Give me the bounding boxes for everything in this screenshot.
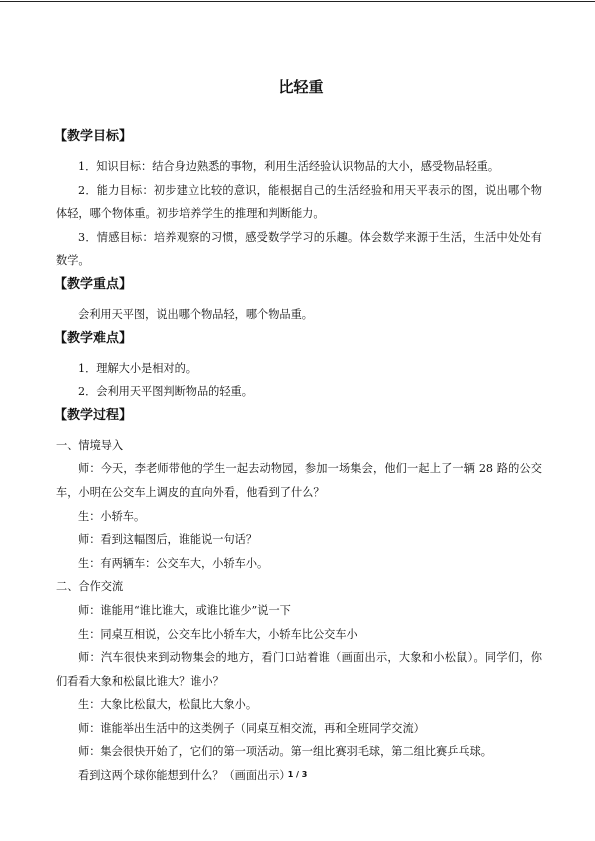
- page-number: 1 / 3: [287, 770, 308, 779]
- key-point-text: 会利用天平图，说出哪个物品轻，哪个物品重。: [78, 307, 313, 321]
- process-paragraph: 生：大象比松鼠大，松鼠比大象小。: [78, 698, 258, 712]
- process-part-2-title: 二、合作交流: [56, 580, 124, 594]
- heading-process: 【教学过程】: [54, 407, 133, 423]
- process-part-1-title: 一、情境导入: [56, 438, 124, 452]
- process-paragraph: 师：谁能用“谁比谁大，或谁比谁少”说一下: [78, 603, 291, 617]
- top-border-line: [0, 1, 595, 2]
- process-paragraph: 师：看到这幅图后，谁能说一句话？: [78, 533, 258, 547]
- process-paragraph: 生：有两辆车：公交车大，小轿车小。: [78, 556, 269, 570]
- heading-key-points: 【教学重点】: [54, 276, 133, 292]
- process-paragraph: 师：今天，李老师带他的学生一起去动物园，参加一场集会，他们一起上了一辆 28 路的公交车，小明在公交车上调皮的直向外看，他看到了什么？: [56, 462, 542, 499]
- heading-difficulties: 【教学难点】: [54, 330, 133, 346]
- heading-objectives: 【教学目标】: [54, 129, 133, 144]
- process-paragraph: 师：汽车很快来到动物集会的地方，看门口站着谁（画面出示，大象和小松鼠）。同学们，你们看看大象和松鼠比谁大？谁小？: [56, 651, 542, 688]
- difficulty-item-1: 1．理解大小是相对的。: [78, 361, 197, 375]
- page-title: 比轻重: [278, 78, 324, 96]
- difficulty-item-2: 2．会利用天平图判断物品的轻重。: [78, 385, 253, 399]
- process-paragraph: 师：谁能举出生活中的这类例子（同桌互相交流，再和全班同学交流）: [78, 721, 425, 735]
- process-paragraph: 看到这两个球你能想到什么？（画面出示）: [78, 769, 291, 783]
- process-paragraph: 生：小轿车。: [78, 509, 146, 523]
- objective-knowledge: 1．知识目标：结合身边熟悉的事物，利用生活经验认识物品的大小，感受物品轻重。: [78, 160, 500, 173]
- process-paragraph: 生：同桌互相说，公交车比小轿车大，小轿车比公交车小: [78, 627, 358, 641]
- process-paragraph: 师：集会很快开始了，它们的第一项活动。第一组比赛羽毛球，第二组比赛乒乓球。: [78, 745, 492, 759]
- objective-ability: 2．能力目标：初步建立比较的意识，能根据自己的生活经验和用天平表示的图，说出哪个物体轻，哪个物体重。初步培养学生的推理和判断能力。: [56, 183, 542, 221]
- objective-emotion: 3．情感目标：培养观察的习惯，感受数学学习的乐趣。体会数学来源于生活，生活中处处有数学。: [56, 230, 542, 268]
- document-page: [56, 77, 542, 788]
